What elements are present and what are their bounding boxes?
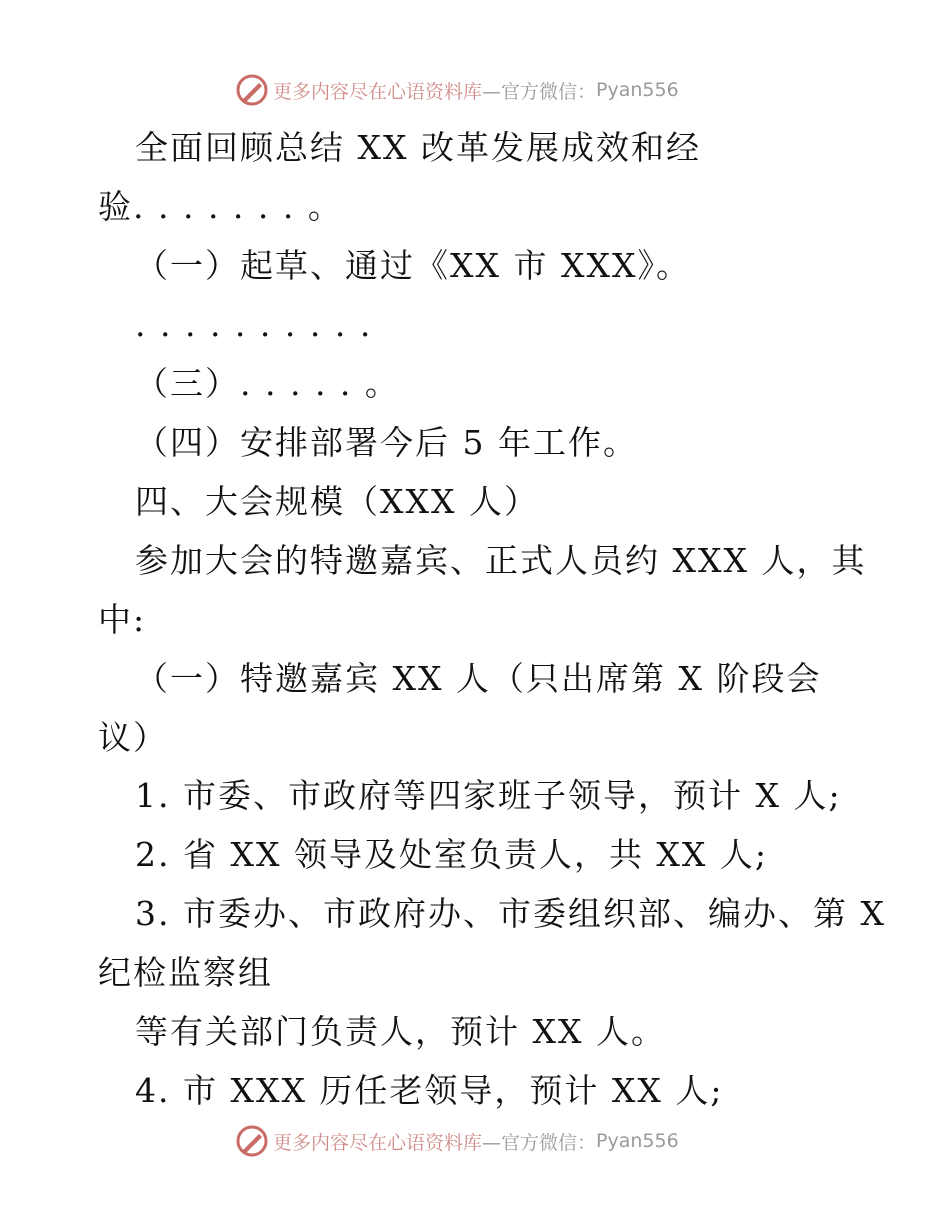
watermark-id-text: Pyan556 <box>596 1130 679 1152</box>
watermark-id-text: Pyan556 <box>596 79 679 101</box>
doc-line: 验. . . . . . . 。 <box>98 187 343 226</box>
doc-line: 中: <box>98 600 147 639</box>
doc-line: （一）起草、通过《XX 市 XXX》。 <box>135 246 691 285</box>
watermark-footer <box>235 1123 679 1159</box>
pen-logo-icon <box>235 73 269 107</box>
doc-line: 参加大会的特邀嘉宾、正式人员约 XXX 人，其 <box>135 541 867 580</box>
doc-line: 2. 省 XX 领导及处室负责人，共 XX 人; <box>135 835 769 874</box>
doc-line: 全面回顾总结 XX 改革发展成效和经 <box>135 128 701 167</box>
doc-line: （一）特邀嘉宾 XX 人（只出席第 X 阶段会 <box>135 659 822 698</box>
pen-logo-icon <box>235 1124 269 1158</box>
doc-line: 等有关部门负责人，预计 XX 人。 <box>135 1012 666 1051</box>
watermark-header <box>235 72 679 108</box>
doc-line: 议） <box>98 718 168 757</box>
watermark-main-text: 更多内容尽在心语资料库 <box>273 80 483 103</box>
doc-line: 四、大会规模（XXX 人） <box>135 482 539 521</box>
doc-line: 纪检监察组 <box>98 953 273 992</box>
watermark-dash-text: —官方微信： <box>482 80 597 103</box>
watermark-main-text: 更多内容尽在心语资料库 <box>273 1131 483 1154</box>
doc-line: 1. 市委、市政府等四家班子领导，预计 X 人; <box>135 776 842 815</box>
doc-line: 3. 市委办、市政府办、市委组织部、编办、第 X <box>135 894 886 933</box>
doc-line: 4. 市 XXX 历任老领导，预计 XX 人; <box>135 1071 724 1110</box>
watermark-dash-text: —官方微信： <box>482 1131 597 1154</box>
doc-line: . . . . . . . . . . <box>135 305 373 344</box>
doc-line: （四）安排部署今后 5 年工作。 <box>135 423 638 462</box>
doc-line: （三）. . . . . 。 <box>135 364 400 403</box>
